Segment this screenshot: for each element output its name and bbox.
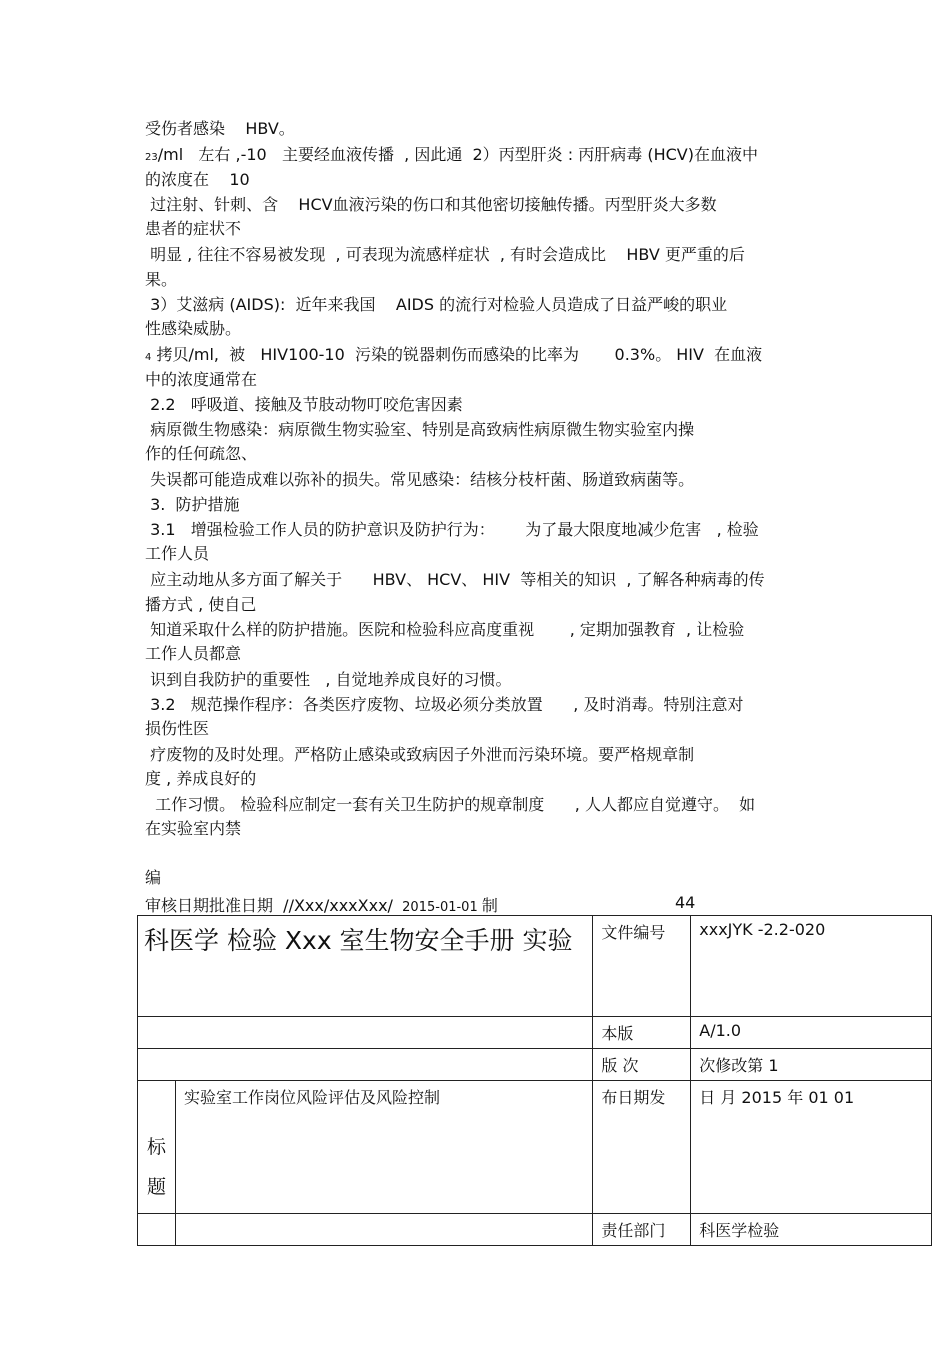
approval-date: 2015-01-01 xyxy=(398,900,482,915)
dept-value: 科医学检验 xyxy=(691,1214,932,1246)
page-number: 44 xyxy=(675,893,696,912)
revision-label: 版 次 xyxy=(593,1049,691,1081)
text-line-9: 性感染威胁。 xyxy=(145,319,242,338)
text-line-2 xyxy=(145,145,758,168)
text-line-11: 中的浓度通常在 xyxy=(145,370,258,389)
text-line-26: 疗废物的及时处理。严格防止感染或致病因子外泄而污染环境。要严格规章制 xyxy=(145,745,695,764)
text-line-7: 果。 xyxy=(145,270,178,289)
version-empty-cell xyxy=(138,1017,593,1049)
issue-date-value: 日 月 2015 年 01 01 xyxy=(691,1081,932,1214)
document-control-table xyxy=(137,915,932,1246)
text-line-21: 知道采取什么样的防护措施。医院和检验科应高度重视 , 定期加强教育 , 让检验 xyxy=(145,620,745,639)
text-line-10-body: 拷贝/ml, 被 HIV100-10 污染的锐器刺伤而感染的比率为 0.3%。 HIV 在血液 xyxy=(151,345,763,364)
text-line-16: 3. 防护措施 xyxy=(145,495,240,514)
text-line-25: 损伤性医 xyxy=(145,719,210,738)
dept-empty-cell-2 xyxy=(175,1214,592,1246)
dept-label: 责任部门 xyxy=(593,1214,691,1246)
revision-empty-cell xyxy=(138,1049,593,1081)
manual-title: 科医学 检验 Xxx 室生物安全手册 实验 xyxy=(138,916,593,1017)
text-line-20: 播方式 , 使自己 xyxy=(145,595,257,614)
subject-label-char-2: 题 xyxy=(146,1176,166,1198)
text-line-17: 3.1 增强检验工作人员的防护意识及防护行为： 为了最大限度地减少危害 , 检验 xyxy=(145,520,759,539)
text-line-6: 明显 , 往往不容易被发现 , 可表现为流感样症状 , 有时会造成比 HBV 更严重的后 xyxy=(145,245,745,264)
text-line-15: 失误都可能造成难以弥补的损失。常见感染：结核分枝杆菌、肠道致病菌等。 xyxy=(145,470,695,489)
subject-label-char-1: 标 xyxy=(146,1136,166,1158)
doc-number-value: xxxJYK -2.2-020 xyxy=(691,916,932,1017)
text-line-23: 识到自我防护的重要性 , 自觉地养成良好的习惯。 xyxy=(145,670,512,689)
subject-label xyxy=(138,1081,176,1214)
text-line-18: 工作人员 xyxy=(145,544,210,563)
text-line-3: 的浓度在 10 xyxy=(145,170,250,189)
dept-empty-cell-1 xyxy=(138,1214,176,1246)
doc-number-label: 文件编号 xyxy=(593,916,691,1017)
text-line-1: 受伤者感染 HBV。 xyxy=(145,119,295,138)
text-line-14: 作的任何疏忽、 xyxy=(145,444,258,463)
text-line-2-body: /ml 左右 ,-10 主要经血液传播 , 因此通 2）丙型肝炎 : 丙肝病毒 (HCV)在血液中 xyxy=(157,145,758,164)
text-line-28: 工作习惯。 检验科应制定一套有关卫生防护的规章制度 , 人人都应自觉遵守。 如 xyxy=(145,795,756,814)
issue-date-label: 布日期发 xyxy=(593,1081,691,1214)
approval-dates-label: 审核日期批准日期 //Xxx/xxxXxx/ xyxy=(145,896,399,915)
version-label: 本版 xyxy=(593,1017,691,1049)
bian-label: 编 xyxy=(145,868,162,887)
text-line-12: 2.2 呼吸道、接触及节肢动物叮咬危害因素 xyxy=(145,395,463,414)
approval-footer xyxy=(145,893,498,916)
zhi-label: 制 xyxy=(481,896,498,915)
superscript-4: 4 xyxy=(145,352,152,363)
text-line-19: 应主动地从多方面了解关于 HBV、 HCV、 HIV 等相关的知识 , 了解各种病毒的传 xyxy=(145,570,765,589)
text-line-10 xyxy=(145,345,762,368)
text-line-5: 患者的症状不 xyxy=(145,219,242,238)
text-line-29: 在实验室内禁 xyxy=(145,819,242,838)
text-line-22: 工作人员都意 xyxy=(145,644,242,663)
revision-value: 次修改第 1 xyxy=(691,1049,932,1081)
subject-value: 实验室工作岗位风险评估及风险控制 xyxy=(175,1081,592,1214)
text-line-8: 3）艾滋病 (AIDS): 近年来我国 AIDS 的流行对检验人员造成了日益严峻的职业 xyxy=(145,295,728,314)
text-line-24: 3.2 规范操作程序：各类医疗废物、垃圾必须分类放置 , 及时消毒。特别注意对 xyxy=(145,695,744,714)
superscript-23: 23 xyxy=(145,152,158,163)
text-line-4: 过注射、针刺、含 HCV血液污染的伤口和其他密切接触传播。丙型肝炎大多数 xyxy=(145,195,717,214)
version-value: A/1.0 xyxy=(691,1017,932,1049)
text-line-27: 度 , 养成良好的 xyxy=(145,769,257,788)
text-line-13: 病原微生物感染：病原微生物实验室、特别是高致病性病原微生物实验室内操 xyxy=(145,420,695,439)
